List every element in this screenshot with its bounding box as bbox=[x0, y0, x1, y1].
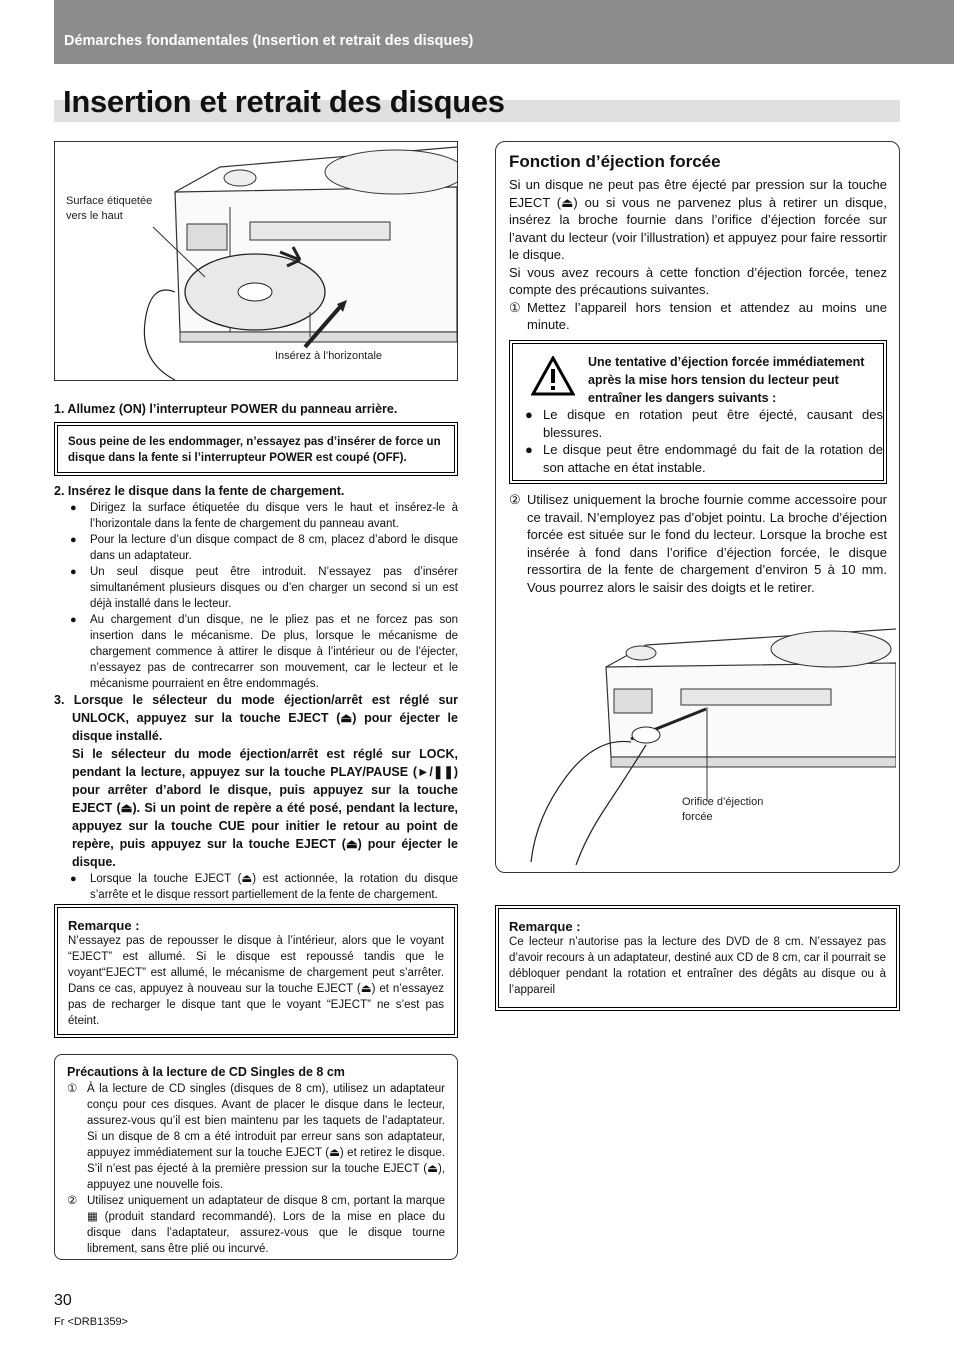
remark-title: Remarque : bbox=[68, 918, 140, 933]
step-number: ② bbox=[509, 492, 521, 507]
remark-body: Ce lecteur n’autorise pas la lecture des DVD de 8 cm. N’essayez pas d’avoir recours à un adaptateur, destiné aux CD de 8 cm, car il pourrait se débloquer pendant la rotation et entraîner des dégâts au disque ou à l’appareil bbox=[509, 936, 886, 996]
bullet-text: Au chargement d’un disque, ne le pliez pas et ne forcez pas son insertion dans le mécanisme. De plus, lorsque le mécanisme de chargement commence à attirer le disque à l’intérieur ou de l’éjecter, n’essayez pas de contrecarrer son mouvement, car le lecteur et le mécanisme pourraient en être endommagés. bbox=[90, 614, 458, 690]
remark-body: N’essayez pas de repousser le disque à l’intérieur, alors que le voyant “EJECT” est allumé. Si le disque est repoussé tandis que le voyant“EJECT” est allumé, le mécanisme de chargement peut s’arrêter. Dans ce cas, appuyez à nouveau sur la touche EJECT (⏏) et n’essayez pas de recharger le disque tant que le voyant “EJECT” ne s’est pas éteint. bbox=[68, 935, 444, 1027]
list-item bbox=[67, 1081, 445, 1193]
bullet-text: Pour la lecture d’un disque compact de 8 cm, placez d’abord le disque dans un adaptateur. bbox=[90, 534, 458, 562]
precautions-title: Précautions à la lecture de CD Singles de 8 cm bbox=[67, 1065, 345, 1079]
label-eject-hole bbox=[682, 795, 763, 825]
section-header-bar bbox=[54, 0, 954, 64]
item-number: ② bbox=[67, 1195, 78, 1207]
list-item bbox=[54, 871, 458, 903]
remark-box-right bbox=[495, 905, 900, 1011]
bullet-text: Un seul disque peut être introduit. N’essayez pas d’insérer simultanément plusieurs disques ou d’en charger un second si un est déjà installé dans le lecteur. bbox=[90, 566, 458, 610]
step-number: ① bbox=[509, 299, 521, 315]
step-3-para-2: Si le sélecteur du mode éjection/arrêt est réglé sur LOCK, pendant la lecture, appuyez sur la touche PLAY/PAUSE (►/❚❚) pour arrêter d’abord le disque, puis appuyez sur la touche EJECT (⏏). Si un point de repère a été posé, pendant la lecture, appuyez sur la touche CUE pour initier le retour au point de repère, puis appuyez sur la touche EJECT (⏏) pour éjecter le disque. bbox=[72, 747, 458, 869]
label-line: vers le haut bbox=[66, 210, 123, 222]
step-3-para-1: 3. Lorsque le sélecteur du mode éjection/arrêt est réglé sur UNLOCK, appuyez sur la touche EJECT (⏏) pour éjecter le disque installé. bbox=[54, 693, 458, 743]
item-text: À la lecture de CD singles (disques de 8 cm), utilisez un adaptateur conçu pour ces disques. Avant de placer le disque dans le lecteur, assurez-vous qu’il est bien maintenu par les taquets de l’adaptateur. Si un disque de 8 cm a été introduit par erreur sans son adaptateur, appuyez immédiatement sur la touche EJECT (⏏) et retirez le disque. S’il n’est pas éjecté à la première pression sur la touche EJECT (⏏), appuyez une nouvelle fois. bbox=[87, 1083, 445, 1191]
warning-text: Sous peine de les endommager, n’essayez pas d’insérer de force un disque dans la fente si l’interrupteur POWER est coupé (OFF). bbox=[68, 436, 441, 464]
forced-eject-intro bbox=[509, 176, 887, 334]
forced-step-2-item bbox=[509, 491, 887, 596]
bullet-text: Lorsque la touche EJECT (⏏) est actionnée, la rotation du disque s’arrête et le disque ressort partiellement de la fente de chargement. bbox=[90, 873, 458, 901]
item-number: ① bbox=[67, 1083, 78, 1095]
step-1: 1. Allumez (ON) l’interrupteur POWER du panneau arrière. bbox=[54, 402, 398, 416]
label-line: Surface étiquetée bbox=[66, 195, 153, 207]
label-line: forcée bbox=[682, 811, 713, 823]
warning-heading: Une tentative d’éjection forcée immédiatement après la mise hors tension du lecteur peut entraîner les dangers suivants : bbox=[588, 355, 865, 405]
intro-text: Si un disque ne peut pas être éjecté par pression sur la touche EJECT (⏏) ou si vous ne parvenez plus à retirer un disque, insérez la broche fournie dans l’orifice d’éjection forcée sur l’avant du lecteur (voir l’illustration) et appuyez pour faire ressortir le disque. bbox=[509, 177, 887, 262]
bullet-text: Dirigez la surface étiquetée du disque vers le haut et insérez-le à l’horizontale dans la fente de chargement du panneau avant. bbox=[90, 502, 458, 530]
warning-list bbox=[513, 406, 891, 476]
label-insert-horizontal: Insérez à l’horizontale bbox=[275, 350, 383, 362]
bullet-text: Le disque peut être endommagé du fait de la rotation de son attache en état instable. bbox=[543, 442, 883, 475]
list-item bbox=[521, 441, 883, 476]
cd-player-illustration bbox=[55, 142, 457, 380]
bullet-icon: ● bbox=[70, 614, 77, 626]
forced-eject-illustration bbox=[506, 627, 896, 867]
list-item bbox=[54, 564, 458, 612]
list-item bbox=[521, 406, 883, 441]
step-2 bbox=[54, 482, 458, 692]
warning-box-power bbox=[54, 422, 458, 476]
step-2-bullets bbox=[54, 500, 458, 692]
page-number: 30 bbox=[54, 1292, 72, 1309]
list-item bbox=[54, 500, 458, 532]
list-item bbox=[67, 1193, 445, 1257]
step-3-bullets bbox=[54, 871, 458, 903]
step-2-title: 2. Insérez le disque dans la fente de chargement. bbox=[54, 484, 345, 498]
forced-step-1 bbox=[509, 299, 887, 334]
label-surface-up bbox=[66, 194, 152, 224]
step-text: Utilisez uniquement la broche fournie comme accessoire pour ce travail. N’employez pas d’objet pointu. La broche d’éjection forcée est située sur le fond du lecteur. Lorsque la broche est insérée à fond dans l’orifice d’éjection forcée, le disque ressortira de la fente de chargement d’environ 5 à 10 mm. Vous pourrez alors le saisir des doigts et le retirer. bbox=[527, 492, 887, 595]
remark-title: Remarque : bbox=[509, 919, 581, 934]
bullet-icon: ● bbox=[70, 502, 77, 514]
step-text: Mettez l’appareil hors tension et attendez au moins une minute. bbox=[527, 299, 887, 332]
step-3 bbox=[54, 691, 458, 903]
list-item bbox=[54, 532, 458, 564]
remark-box-left bbox=[54, 904, 458, 1038]
section-header: Démarches fondamentales (Insertion et retrait des disques) bbox=[64, 33, 474, 49]
disc-insertion-figure bbox=[54, 141, 458, 381]
page-title: Insertion et retrait des disques bbox=[63, 84, 505, 119]
forced-step-2 bbox=[509, 491, 887, 596]
bullet-text: Le disque en rotation peut être éjecté, causant des blessures. bbox=[543, 407, 883, 440]
document-code: Fr <DRB1359> bbox=[54, 1316, 128, 1328]
bullet-icon: ● bbox=[70, 534, 77, 546]
forced-eject-panel bbox=[495, 141, 900, 873]
warning-triangle-icon bbox=[531, 356, 575, 396]
bullet-icon: ● bbox=[70, 566, 77, 578]
precautions-box bbox=[54, 1054, 458, 1260]
label-line: Orifice d’éjection bbox=[682, 796, 764, 808]
precautions-list bbox=[55, 1081, 457, 1257]
list-item bbox=[54, 612, 458, 692]
intro-text-2: Si vous avez recours à cette fonction d’éjection forcée, tenez compte des précautions suivantes. bbox=[509, 264, 887, 297]
bullet-icon: ● bbox=[70, 873, 77, 885]
bullet-icon: ● bbox=[525, 442, 533, 457]
forced-eject-title: Fonction d’éjection forcée bbox=[509, 152, 721, 171]
forced-eject-warning-box bbox=[509, 340, 887, 484]
item-text: Utilisez uniquement un adaptateur de disque 8 cm, portant la marque ▦ (produit standard recommandé). Lors de la mise en place du disque dans l’adaptateur, assurez-vous que le disque tourne librement, sans être plié ou incurvé. bbox=[87, 1195, 445, 1255]
bullet-icon: ● bbox=[525, 407, 533, 422]
